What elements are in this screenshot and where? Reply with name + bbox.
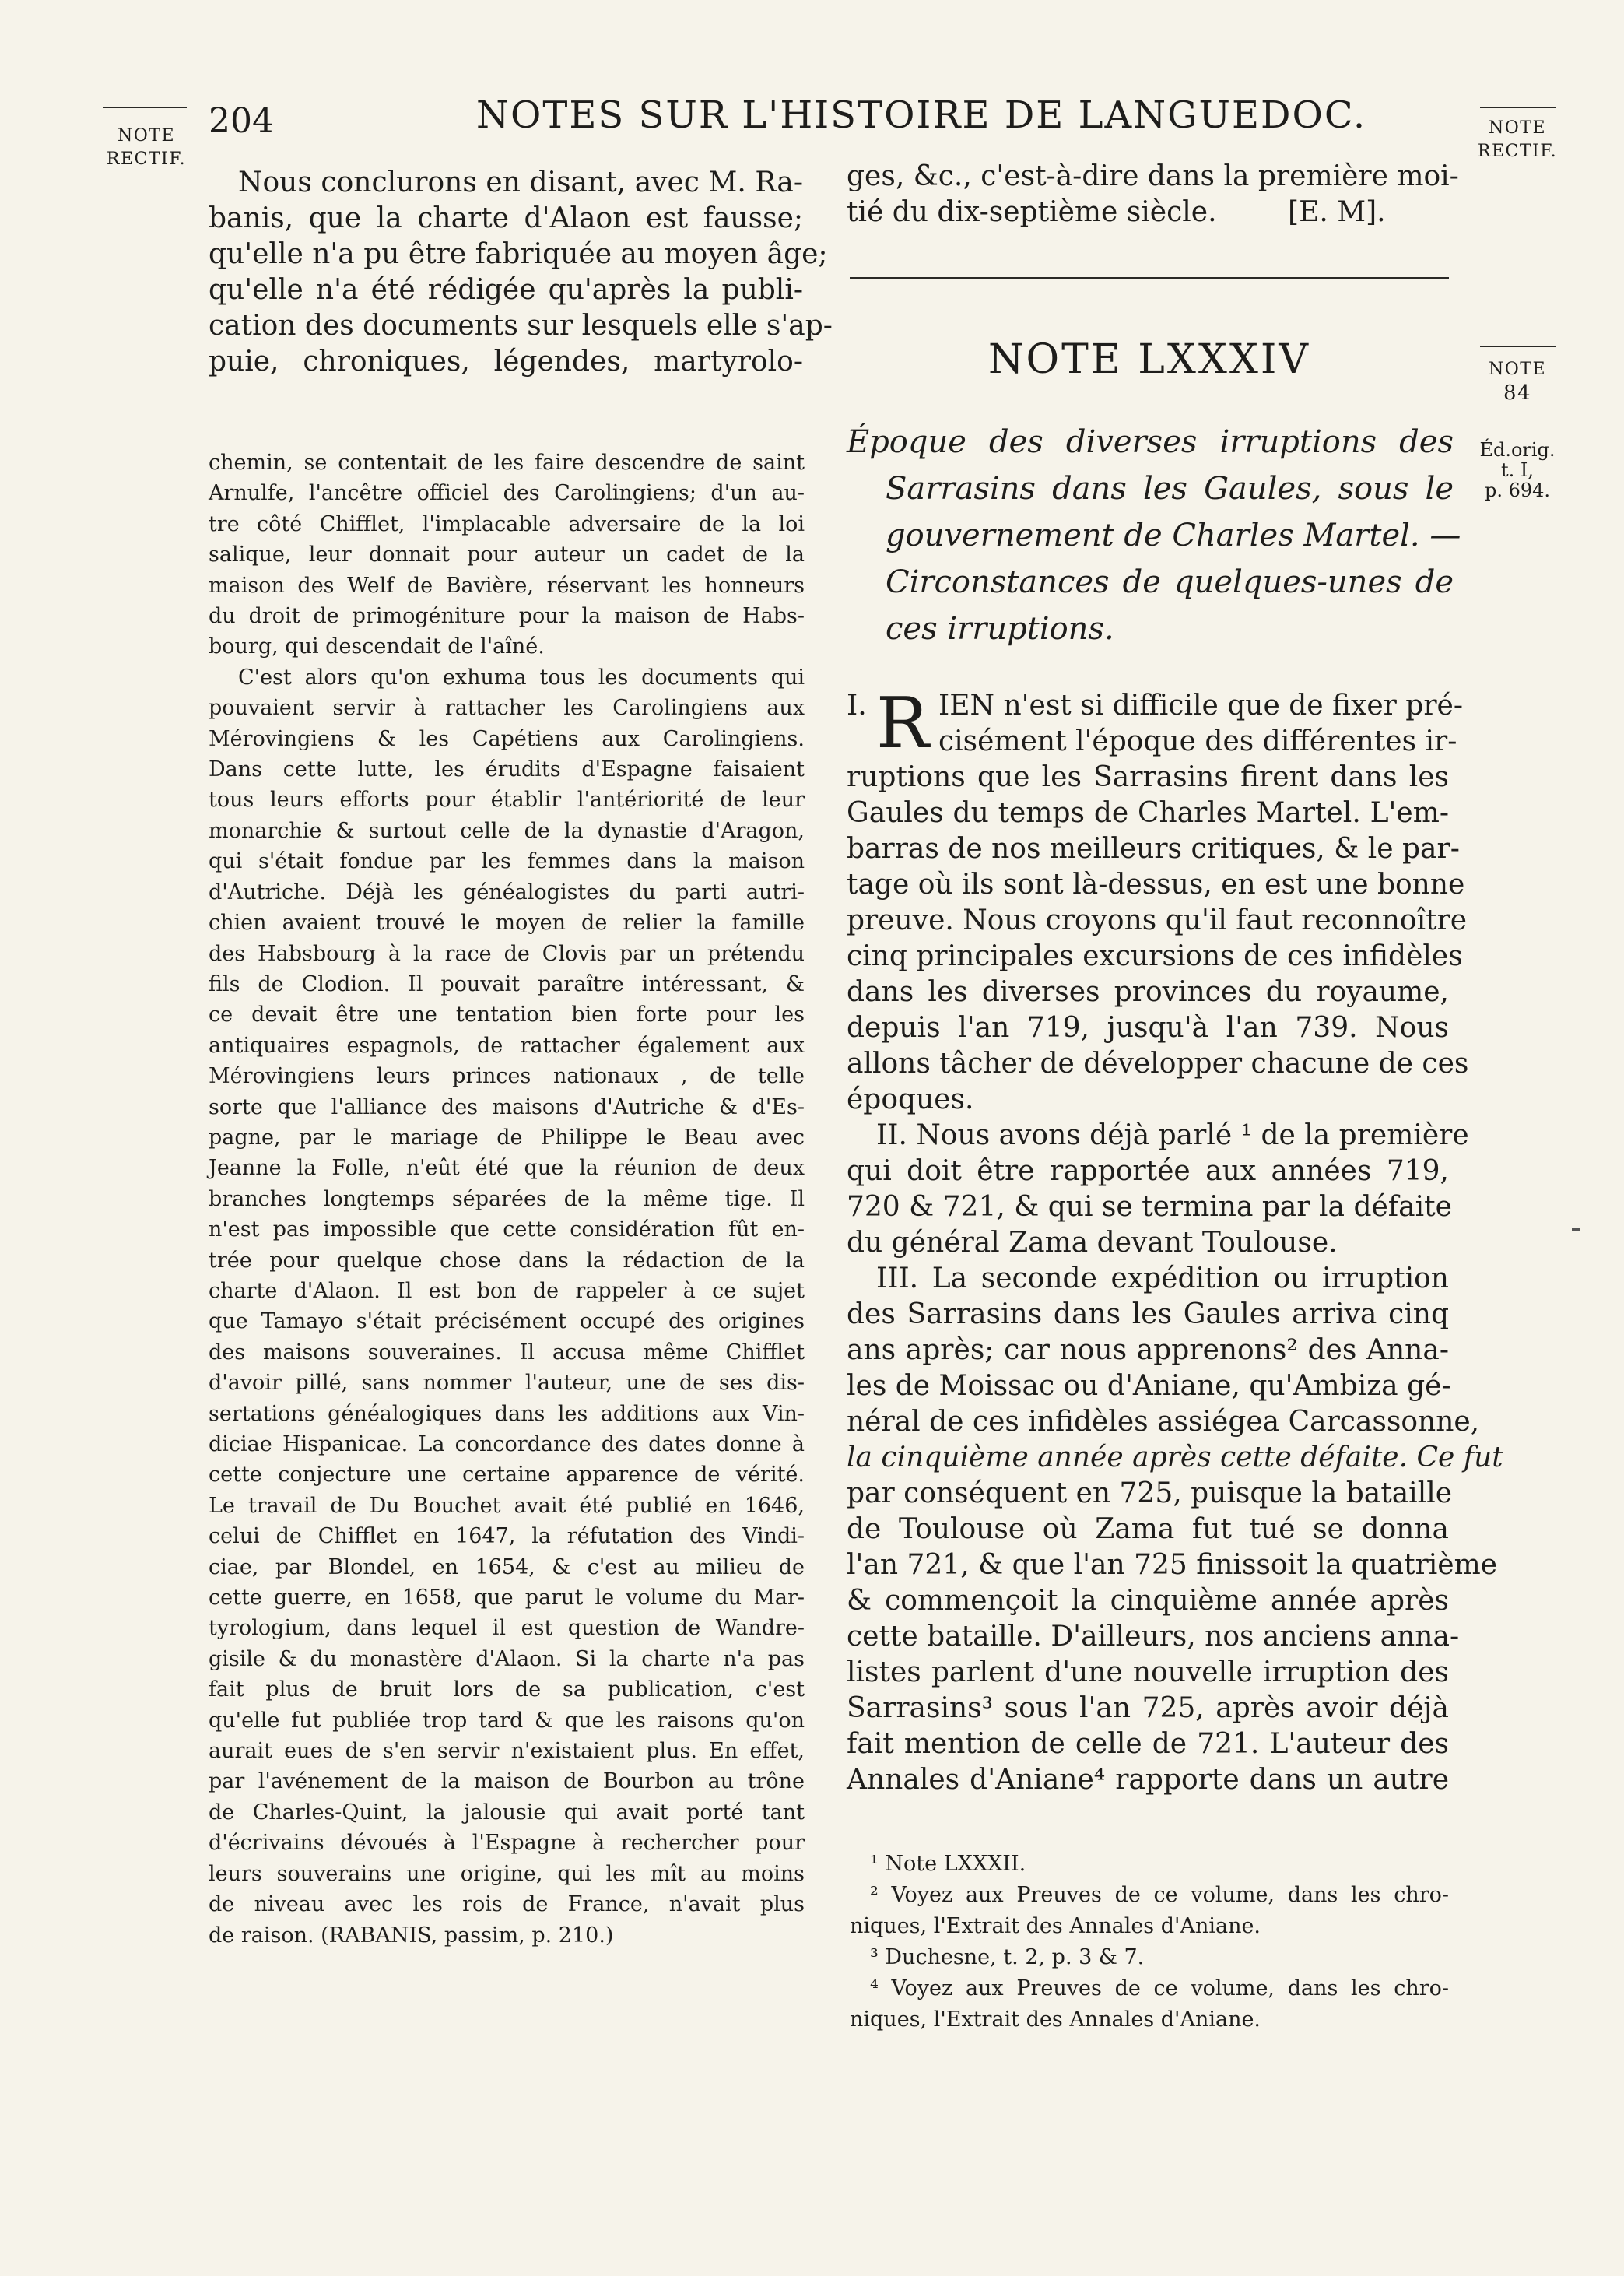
text-line: des Habsbourg à la race de Clovis par un prétendu xyxy=(209,941,805,966)
para-1-opening xyxy=(847,683,1463,764)
text-line: & commençoit la cinquième année après xyxy=(847,1585,1449,1617)
text-line: celui de Chifflet en 1647, la réfutation des Vindi- xyxy=(209,1524,805,1549)
text-line: d'écrivains dévoués à l'Espagne à rechercher pour xyxy=(209,1831,805,1856)
right-margin-rule-top xyxy=(1480,107,1556,108)
text-line: cette guerre, en 1658, que parut le volume du Mar- xyxy=(209,1586,805,1610)
text-line: chien avaient trouvé le moyen de relier la famille xyxy=(209,911,805,936)
text-line: Gaules du temps de Charles Martel. L'em- xyxy=(847,797,1449,829)
text-line: par l'avénement de la maison de Bourbon au trône xyxy=(209,1769,805,1794)
text-line: fils de Clodion. Il pouvait paraître intéressant, & xyxy=(209,971,805,996)
text-line: gisile & du monastère d'Alaon. Si la charte n'a pas xyxy=(209,1646,805,1671)
text-line: diciae Hispanicae. La concordance des dates donne à xyxy=(209,1432,805,1456)
text-line: tre côté Chifflet, l'implacable adversaire de la loi xyxy=(209,511,805,536)
text-line: monarchie & surtout celle de la dynastie d'Aragon, xyxy=(209,818,805,843)
text-line: qu'elle n'a été rédigée qu'après la publi- xyxy=(209,274,803,306)
text-line: cation des documents sur lesquels elle s'ap- xyxy=(209,310,833,342)
text-line: Jeanne la Folle, n'eût été que la réunion de deux xyxy=(209,1156,805,1181)
left-margin-label-2: RECTIF. xyxy=(106,149,187,169)
text-line: leurs souverains une origine, qui les mît au moins xyxy=(209,1861,805,1886)
text-line: Nous conclurons en disant, avec M. Ra- xyxy=(238,167,803,198)
text-line: que Tamayo s'était précisément occupé des origines xyxy=(209,1309,805,1334)
text-line: tyrologium, dans lequel il est question de Wandre- xyxy=(209,1616,805,1641)
text-line: des Sarrasins dans les Gaules arriva cinq xyxy=(847,1298,1449,1330)
text-line: qu'elle n'a pu être fabriquée au moyen âge; xyxy=(209,238,828,270)
left-margin-label-1: NOTE xyxy=(117,126,176,146)
footnote-line: ¹ Note LXXXII. xyxy=(870,1852,1026,1876)
left-small-text xyxy=(209,448,805,1951)
text-line: puie, chroniques, légendes, martyrolo- xyxy=(209,346,803,378)
text-line: banis, que la charte d'Alaon est fausse; xyxy=(209,202,803,234)
subtitle-line: Sarrasins dans les Gaules, sous le xyxy=(886,471,1454,507)
text-line: Arnulfe, l'ancêtre officiel des Carolingiens; d'un au- xyxy=(209,481,805,506)
text-line: fait mention de celle de 721. L'auteur des xyxy=(847,1728,1449,1760)
text-line: sorte que l'alliance des maisons d'Autriche & d'Es- xyxy=(209,1094,805,1119)
text-line: ce devait être une tentation bien forte pour les xyxy=(209,1003,805,1027)
text-line: depuis l'an 719, jusqu'à l'an 739. Nous xyxy=(847,1012,1449,1044)
right-margin-note-84 xyxy=(1471,358,1564,405)
text-line: époques. xyxy=(847,1084,974,1115)
text-line: du droit de primogéniture pour la maison de Habs- xyxy=(209,604,805,629)
right-margin-note-number: 84 xyxy=(1503,381,1532,405)
text-line: d'Autriche. Déjà les généalogistes du parti autri- xyxy=(209,880,805,904)
text-line: ciae, par Blondel, en 1654, & c'est au milieu de xyxy=(209,1554,805,1579)
text-line: cinq principales excursions de ces infidèles xyxy=(847,940,1463,972)
note-subtitle xyxy=(847,419,1461,652)
page-number: 204 xyxy=(209,101,274,141)
text-line: C'est alors qu'on exhuma tous les documents qui xyxy=(238,665,805,690)
note-separator-rule xyxy=(850,277,1449,279)
text-line: Mérovingiens & les Capétiens aux Carolingiens. xyxy=(209,726,805,751)
text-line: sertations généalogiques dans les additions aux Vin- xyxy=(209,1401,805,1426)
running-header: NOTES SUR L'HISTOIRE DE LANGUEDOC. xyxy=(476,93,1367,137)
text-line: ges, &c., c'est-à-dire dans la première moi- xyxy=(847,160,1459,192)
note-body xyxy=(847,683,1503,1798)
text-line: par conséquent en 725, puisque la bataille xyxy=(847,1477,1453,1509)
text-line: chemin, se contentait de les faire descendre de saint xyxy=(209,451,805,475)
text-line: cette bataille. D'ailleurs, nos anciens anna- xyxy=(847,1621,1460,1653)
ed-orig-line-1: Éd.orig. xyxy=(1479,439,1556,461)
text-line: 720 & 721, & qui se termina par la défaite xyxy=(847,1191,1452,1223)
text-line: les de Moissac ou d'Aniane, qu'Ambiza gé- xyxy=(847,1370,1451,1402)
subtitle-line: ces irruptions. xyxy=(886,611,1114,647)
text-line: ans après; car nous apprenons² des Anna- xyxy=(847,1334,1449,1366)
text-line: n'est pas impossible que cette considération fût en- xyxy=(209,1217,805,1242)
text-line: la cinquième année après cette défaite. Ce fut xyxy=(847,1442,1503,1473)
text-line: des maisons souveraines. Il accusa même Chifflet xyxy=(209,1340,805,1365)
text-line: maison des Welf de Bavière, réservant les honneurs xyxy=(209,573,805,598)
left-margin-rule xyxy=(103,107,187,108)
text-line: qui s'était fondue par les femmes dans la maison xyxy=(209,849,805,874)
text-line: fait plus de bruit lors de sa publication, c'est xyxy=(209,1677,805,1702)
text-line: tage où ils sont là-dessus, en est une bonne xyxy=(847,869,1465,901)
text-line: charte d'Alaon. Il est bon de rappeler à ce sujet xyxy=(209,1278,805,1303)
text-line: du général Zama devant Toulouse. xyxy=(847,1227,1338,1259)
left-margin-note xyxy=(100,125,193,171)
right-margin-note-label: NOTE xyxy=(1488,360,1547,379)
text-line: tous leurs efforts pour établir l'antériorité de leur xyxy=(209,788,805,813)
text-line: pagne, par le mariage de Philippe le Beau avec xyxy=(209,1125,805,1150)
para-1-number: I. xyxy=(847,690,867,722)
text-line: barras de nos meilleurs critiques, & le par- xyxy=(847,833,1460,865)
text-line: Le travail de Du Bouchet avait été publié en 1646, xyxy=(209,1493,805,1518)
text-line: pouvaient servir à rattacher les Carolingiens aux xyxy=(209,696,805,721)
subtitle-line: gouvernement de Charles Martel. — xyxy=(886,518,1461,553)
text-line: IEN n'est si difficile que de fixer pré- xyxy=(938,690,1463,722)
text-line: cisément l'époque des différentes ir- xyxy=(938,725,1457,757)
text-line: bourg, qui descendait de l'aîné. xyxy=(209,634,545,659)
edge-mark xyxy=(1572,1228,1580,1231)
text-line: cette conjecture une certaine apparence de vérité. xyxy=(209,1463,805,1487)
footnote-line: niques, l'Extrait des Annales d'Aniane. xyxy=(850,2007,1261,2032)
footnotes xyxy=(850,1849,1449,2035)
text-line: de niveau avec les rois de France, n'avait plus xyxy=(209,1892,805,1917)
text-line: Annales d'Aniane⁴ rapporte dans un autre xyxy=(847,1764,1449,1796)
footnote-line: ³ Duchesne, t. 2, p. 3 & 7. xyxy=(870,1945,1145,1969)
text-line: ruptions que les Sarrasins firent dans les xyxy=(847,761,1449,793)
text-line: antiquaires espagnols, de rattacher également aux xyxy=(209,1033,805,1058)
dropcap: R xyxy=(876,683,929,764)
text-line: de raison. (RABANIS, passim, p. 210.) xyxy=(209,1923,614,1948)
text-line: tié du dix-septième siècle. [E. M]. xyxy=(847,196,1386,228)
text-line: aurait eues de s'en servir n'existaient plus. En effet, xyxy=(209,1739,805,1764)
footnote-line: ⁴ Voyez aux Preuves de ce volume, dans les chro- xyxy=(870,1976,1449,2000)
left-column-top-text xyxy=(209,165,833,380)
ed-orig-line-3: p. 694. xyxy=(1484,479,1551,501)
subtitle-line: Circonstances de quelques-unes de xyxy=(886,564,1454,600)
footnote-line: niques, l'Extrait des Annales d'Aniane. xyxy=(850,1914,1261,1938)
text-line: l'an 721, & que l'an 725 finissoit la quatrième xyxy=(847,1549,1498,1581)
footnote-line: ² Voyez aux Preuves de ce volume, dans les chro- xyxy=(870,1883,1449,1907)
text-line: Mérovingiens leurs princes nationaux , de telle xyxy=(209,1064,805,1089)
text-line: Dans cette lutte, les érudits d'Espagne faisaient xyxy=(209,757,805,782)
right-margin-top-label-1: NOTE xyxy=(1488,118,1547,138)
subtitle-line: Époque des diverses irruptions des xyxy=(847,424,1454,460)
right-margin-rule-note xyxy=(1480,346,1556,347)
right-margin-ed-orig xyxy=(1463,440,1572,501)
text-line: d'avoir pillé, sans nommer l'auteur, une de ses dis- xyxy=(209,1371,805,1396)
text-line: branches longtemps séparées de la même tige. Il xyxy=(209,1186,805,1211)
right-column-top-text xyxy=(847,159,1459,230)
right-margin-top-label-2: RECTIF. xyxy=(1477,142,1558,161)
text-line: preuve. Nous croyons qu'il faut reconnoître xyxy=(847,904,1468,936)
text-line: allons tâcher de développer chacune de ces xyxy=(847,1048,1469,1080)
text-line: salique, leur donnait pour auteur un cadet de la xyxy=(209,543,805,567)
ed-orig-line-2: t. I, xyxy=(1500,459,1534,481)
right-margin-note-top xyxy=(1471,117,1564,163)
text-line: Sarrasins³ sous l'an 725, après avoir déjà xyxy=(847,1692,1449,1724)
text-line: qui doit être rapportée aux années 719, xyxy=(847,1155,1449,1187)
text-line: trée pour quelque chose dans la rédaction de la xyxy=(209,1248,805,1273)
text-line: de Toulouse où Zama fut tué se donna xyxy=(847,1513,1449,1545)
text-line: dans les diverses provinces du royaume, xyxy=(847,976,1449,1008)
text-line: III. La seconde expédition ou irruption xyxy=(876,1263,1449,1294)
text-line: II. Nous avons déjà parlé ¹ de la première xyxy=(876,1119,1469,1151)
note-title: NOTE LXXXIV xyxy=(988,336,1310,383)
text-line: qu'elle fut publiée trop tard & que les raisons qu'on xyxy=(209,1708,805,1733)
text-line: de Charles-Quint, la jalousie qui avait porté tant xyxy=(209,1800,805,1825)
text-line: listes parlent d'une nouvelle irruption des xyxy=(847,1656,1449,1688)
text-line: néral de ces infidèles assiégea Carcassonne, xyxy=(847,1406,1480,1438)
